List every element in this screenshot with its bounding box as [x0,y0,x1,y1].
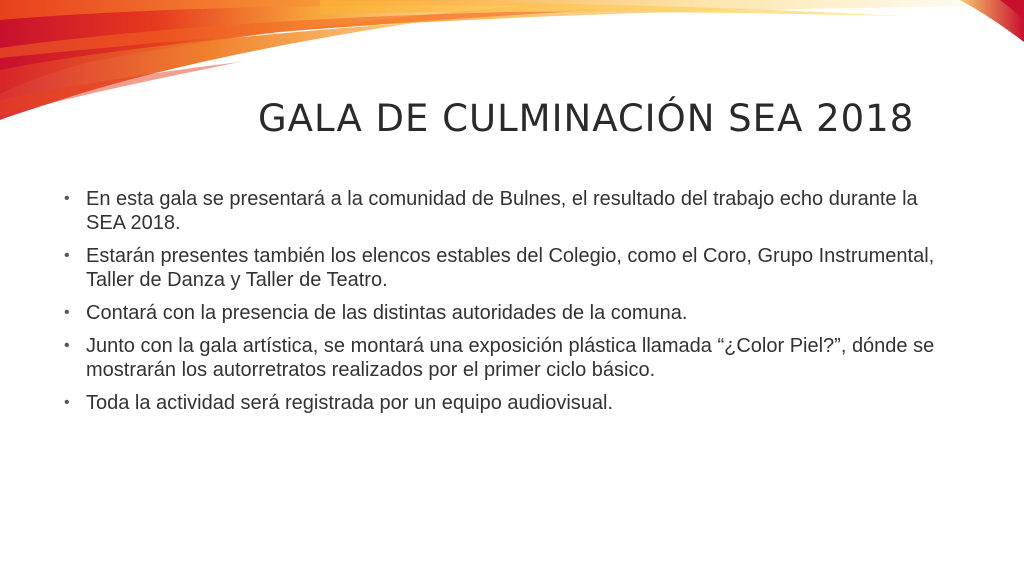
bullet-text: Contará con la presencia de las distintas autoridades de la comuna. [86,302,688,324]
bullet-dot-icon: • [64,190,70,207]
bullet-dot-icon: • [64,247,70,264]
bullet-item [60,391,960,415]
bullet-dot-icon: • [64,394,70,411]
bullet-item [60,187,960,235]
bullet-item [60,334,960,382]
bullet-text: Junto con la gala artística, se montará una exposición plástica llamada “¿Color Piel?”, dónde se mostrarán los autorretratos realizados por el primer ciclo básico. [86,335,935,381]
bullet-item [60,301,960,325]
bullet-list [60,187,960,424]
bullet-dot-icon: • [64,337,70,354]
bullet-dot-icon: • [64,304,70,321]
bullet-item [60,244,960,292]
slide-title: GALA DE CULMINACIÓN SEA 2018 [258,97,915,140]
bullet-text: En esta gala se presentará a la comunidad de Bulnes, el resultado del trabajo echo durante la SEA 2018. [86,188,918,234]
bullet-text: Estarán presentes también los elencos estables del Colegio, como el Coro, Grupo Instrumental, Taller de Danza y Taller de Teatro. [86,245,935,291]
bullet-text: Toda la actividad será registrada por un equipo audiovisual. [86,392,614,414]
